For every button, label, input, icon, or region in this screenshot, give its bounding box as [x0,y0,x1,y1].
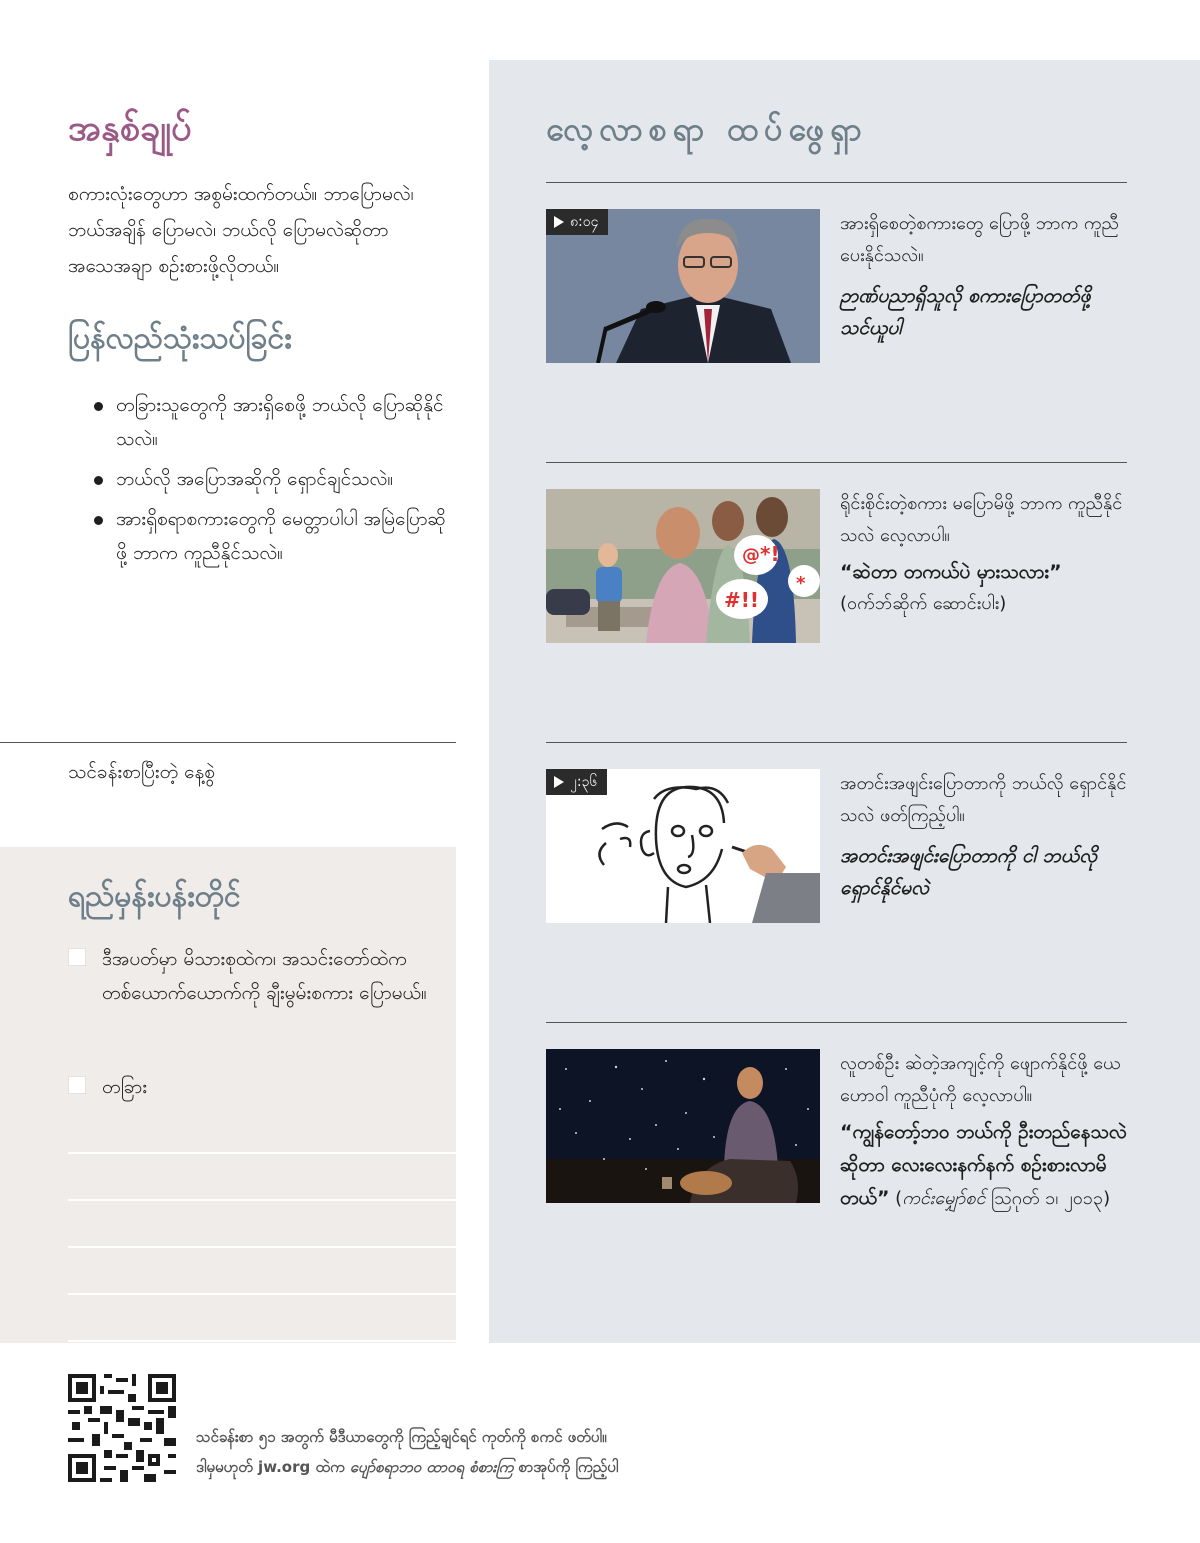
review-list [88,388,448,576]
resource-link[interactable]: အတင်းအဖျင်းပြောတာကို ငါ ဘယ်လိုရှောင်နိုင်မလဲ [840,845,1098,899]
goal-heading: ရည်မှန်းပန်းတိုင် [68,879,241,914]
video-thumbnail-speaker[interactable] [546,209,820,363]
write-line[interactable] [68,1199,456,1201]
resource-divider [546,182,1127,183]
resource-source: (ဝက်ဘ်ဆိုက် ဆောင်းပါး) [840,593,1007,614]
resource-link[interactable]: ဉာဏ်ပညာရှိသူလို စကားပြောတတ်ဖို့ သင်ယူပါ [840,285,1091,339]
goal-checkbox[interactable] [68,948,86,966]
summary-text: စကားလုံးတွေဟာ အစွမ်းထက်တယ်။ ဘာပြောမလဲ၊ ဘယ်အချိန် ပြောမလဲ၊ ဘယ်လို ပြောမလဲဆိုတာ အသေအချာ စဉ်းစားဖို့လိုတယ်။ [68,183,414,277]
resource-divider [546,742,1127,743]
resource-text [840,1048,1130,1215]
review-item: ဘယ်လို အပြောအဆိုကို ရှောင်ချင်သလဲ။ [88,462,448,496]
video-duration: ၂:၃၆ [570,774,598,790]
goal-item-label: ဒီအပတ်မှာ မိသားစုထဲက၊ အသင်းတော်ထဲက တစ်ယောက်ယောက်ကို ချီးမွမ်းစကား ပြောမယ်။ [102,948,427,1004]
resource-text [840,208,1130,344]
footer-line-1: သင်ခန်းစာ ၅၁ အတွက် မီဒီယာတွေကို ကြည့်ချင်ရင် ကုတ်ကို စကင် ဖတ်ပါ။ [196,1428,607,1446]
goal-item [68,942,428,1010]
resource-text [840,488,1130,620]
video-duration-badge [546,769,607,795]
video-duration: ၈:၀၄ [570,214,599,230]
resource-source-title: ကင်းမျှော်စင် [902,1188,986,1209]
video-thumbnail-whiteboard[interactable] [546,769,820,923]
goal-item-label: တခြား [102,1076,148,1098]
review-item: တခြားသူတွေကို အားရှိစေဖို့ ဘယ်လို ပြောဆိုနိုင်သလဲ။ [88,388,448,456]
video-duration-badge [546,209,608,235]
resource-link[interactable]: “ဆဲတာ တကယ်ပဲ မှားသလား” [840,561,1062,583]
resource-link[interactable]: “ကျွန်တော့်ဘဝ ဘယ်ကို ဦးတည်နေသလဲဆိုတာ လေးလေးနက်နက် စဉ်းစားလာမိတယ်” [840,1121,1127,1209]
qr-code-icon[interactable] [68,1374,176,1482]
date-divider [0,742,456,743]
review-heading: ပြန်လည်သုံးသပ်ခြင်း [68,321,292,356]
play-icon [554,776,564,788]
summary-heading: အနှစ်ချုပ် [68,108,192,149]
completion-date-label: သင်ခန်းစာပြီးတဲ့ နေ့စွဲ [68,761,215,783]
footer-book-title[interactable]: ပျော်စရာဘဝ ထာဝရ စံစားကြ [349,1458,514,1476]
resource-link-wrapper [840,1116,1130,1215]
explore-heading: လေ့လာစရာ ထပ်ဖွေရှာ [546,110,868,148]
footer-text [196,1422,1076,1482]
resource-source: သြဂုတ် ၁၊ ၂၀၁၃) [991,1188,1111,1209]
resource-description: အားရှိစေတဲ့စကားတွေ ပြောဖို့ ဘာက ကူညီပေးနိုင်သလဲ။ [840,213,1119,266]
footer-line-2-suffix: စာအုပ်ကို ကြည့်ပါ [513,1458,619,1476]
article-thumbnail-teens[interactable] [546,489,820,643]
resource-description: အတင်းအဖျင်းပြောတာကို ဘယ်လို ရှောင်နိုင်သလဲ ဖတ်ကြည့်ပါ။ [840,773,1127,826]
svg-text:*!: *! [760,542,780,566]
footer-line-2-prefix: ဒါမှမဟုတ် jw.org ထဲက [196,1458,350,1476]
goal-item-other [68,1070,428,1104]
resource-description: ရိုင်းစိုင်းတဲ့စကား မပြောမိဖို့ ဘာက ကူညီနိုင်သလဲ လေ့လာပါ။ [840,493,1123,546]
resource-divider [546,462,1127,463]
resource-text [840,768,1130,904]
article-thumbnail-night-sky[interactable] [546,1049,820,1203]
teens-swearing-icon [546,489,820,643]
svg-text:*: * [796,573,806,594]
write-line[interactable] [68,1152,456,1154]
man-under-night-sky-icon [546,1049,820,1203]
review-item: အားရှိစရာစကားတွေကို မေတ္တာပါပါ အမြဲပြောဆိုဖို့ ဘာက ကူညီနိုင်သလဲ။ [88,502,448,570]
resource-divider [546,1022,1127,1023]
resource-source-prefix: ( [895,1188,903,1209]
write-line[interactable] [68,1340,456,1342]
play-icon [554,216,564,228]
svg-text:#!!: #!! [724,588,759,612]
write-line[interactable] [68,1293,456,1295]
svg-text:@: @ [742,545,760,566]
write-line[interactable] [68,1246,456,1248]
goal-checkbox-other[interactable] [68,1076,86,1094]
resource-description: လူတစ်ဦး ဆဲတဲ့အကျင့်ကို ဖျောက်နိုင်ဖို့ ယေဟောဝါ ကူညီပုံကို လေ့လာပါ။ [840,1053,1121,1106]
